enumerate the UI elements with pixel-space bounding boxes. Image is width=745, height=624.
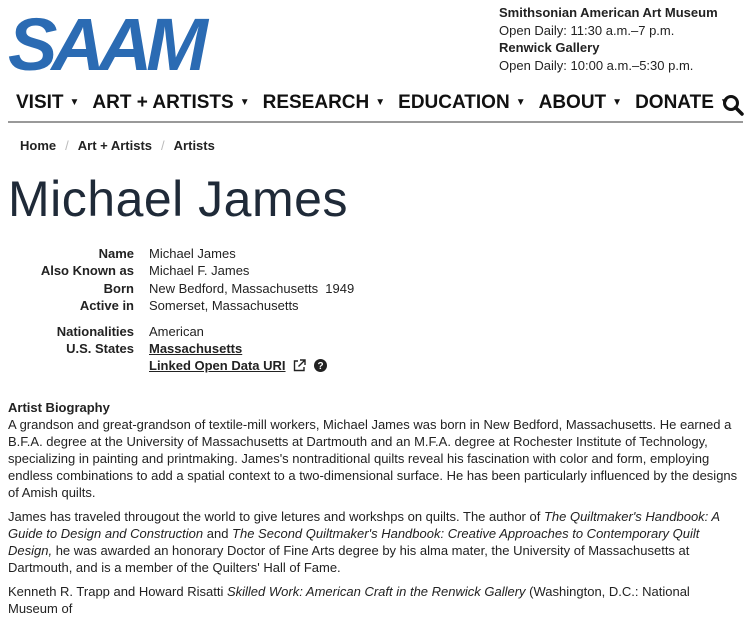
bio-paragraph-2: James has traveled througout the world to give letures and workshps on quilts. The author of The Quiltmaker's Handbook: A Guide to Design and Construction and The Second Quiltmaker's Handbook: Creative Approaches to Contemporary Quilt Design, he was awarded an honorary Doctor of Fine Arts degree by his alma mater, the University of Massachusetts at Dartmouth, and is a member of the Quilters' Hall of Fame. — [8, 509, 720, 575]
saam-logo[interactable] — [8, 6, 218, 74]
breadcrumb-separator: / — [161, 138, 165, 153]
name-value: Michael James — [149, 246, 236, 261]
nav-visit[interactable] — [16, 92, 79, 114]
bio-citation: Kenneth R. Trapp and Howard Risatti Skilled Work: American Craft in the Renwick Gallery (Washington, D.C.: National Museum of — [8, 584, 690, 616]
hours-block — [499, 4, 718, 74]
breadcrumb-separator: / — [65, 138, 69, 153]
main-nav — [16, 92, 743, 114]
lod-link[interactable]: Linked Open Data URI — [149, 358, 286, 374]
bio-heading: Artist Biography — [8, 400, 110, 415]
nav-donate[interactable] — [635, 92, 730, 114]
name-label: Name — [98, 246, 134, 261]
active-label: Active in — [79, 298, 134, 314]
bio-paragraph-1: A grandson and great-grandson of textile-mill workers, Michael James was born in New Bedford, Massachusetts. He earned a B.F.A. degree at the University of Massachusetts at Dartmouth and an M.F.A. degree at Rochester Institute of Technology, specializing in painting and printmaking. James's nontraditional quilts reveal his fascination with color and form, employing endless combinations to add a spatial context to a two-dimensional surface. He has been particularly influenced by the designs of Amish quilts. — [8, 417, 738, 500]
born-label: Born — [103, 280, 134, 296]
nav-art-artists-label: ART + ARTISTS — [92, 92, 234, 113]
page-title: Michael James — [8, 171, 348, 227]
nav-about[interactable] — [539, 92, 622, 114]
citation-title: Skilled Work: American Craft in the Renwick Gallery — [226, 584, 526, 599]
born-value: New Bedford, Massachusetts 1949 — [149, 280, 355, 296]
breadcrumb-home[interactable]: Home — [20, 138, 57, 153]
breadcrumb-artists[interactable]: Artists — [173, 138, 215, 153]
active-value: Somerset, Massachusetts — [149, 298, 299, 314]
svg-text:?: ? — [317, 361, 324, 373]
artist-facts — [0, 245, 354, 375]
caret-down-icon: ▼ — [612, 97, 623, 108]
external-link-icon[interactable] — [293, 359, 306, 372]
caret-down-icon: ▼ — [239, 97, 250, 108]
search-icon[interactable] — [719, 94, 744, 116]
breadcrumb — [20, 138, 215, 153]
saam-logo-text: SAAM — [8, 6, 202, 74]
nationalities-label: Nationalities — [56, 323, 134, 339]
caret-down-icon: ▼ — [375, 97, 386, 108]
museum-name: Smithsonian American Art Museum — [499, 5, 718, 20]
nav-education[interactable] — [398, 92, 525, 114]
nav-art-artists[interactable] — [92, 92, 249, 114]
artist-biography — [8, 399, 743, 624]
aka-value: Michael F. James — [149, 263, 250, 279]
caret-down-icon: ▼ — [69, 97, 80, 108]
nav-research[interactable] — [263, 92, 386, 114]
nav-about-label: ABOUT — [538, 92, 607, 113]
breadcrumb-art-artists[interactable]: Art + Artists — [77, 138, 153, 153]
aka-label: Also Known as — [40, 263, 134, 279]
nav-research-label: RESEARCH — [262, 92, 370, 113]
gallery-name: Renwick Gallery — [499, 40, 600, 55]
nav-visit-label: VISIT — [16, 92, 64, 113]
help-icon[interactable] — [314, 359, 327, 372]
nav-divider — [8, 121, 743, 123]
nationalities-value: American — [149, 323, 204, 339]
caret-down-icon: ▼ — [515, 97, 526, 108]
museum-hours: Open Daily: 11:30 a.m.–7 p.m. — [499, 22, 675, 38]
book-title-2: The Second Quiltmaker's Handbook: Creative Approaches to Contemporary Quilt Design, — [8, 526, 700, 558]
nav-education-label: EDUCATION — [398, 92, 510, 113]
gallery-hours: Open Daily: 10:00 a.m.–5:30 p.m. — [499, 57, 694, 73]
nav-donate-label: DONATE — [635, 92, 714, 113]
caret-down-icon: ▼ — [719, 97, 730, 108]
book-title-1: The Quiltmaker's Handbook: A Guide to Design and Construction — [8, 509, 720, 541]
states-label: U.S. States — [66, 341, 134, 357]
states-link[interactable]: Massachusetts — [149, 341, 243, 357]
